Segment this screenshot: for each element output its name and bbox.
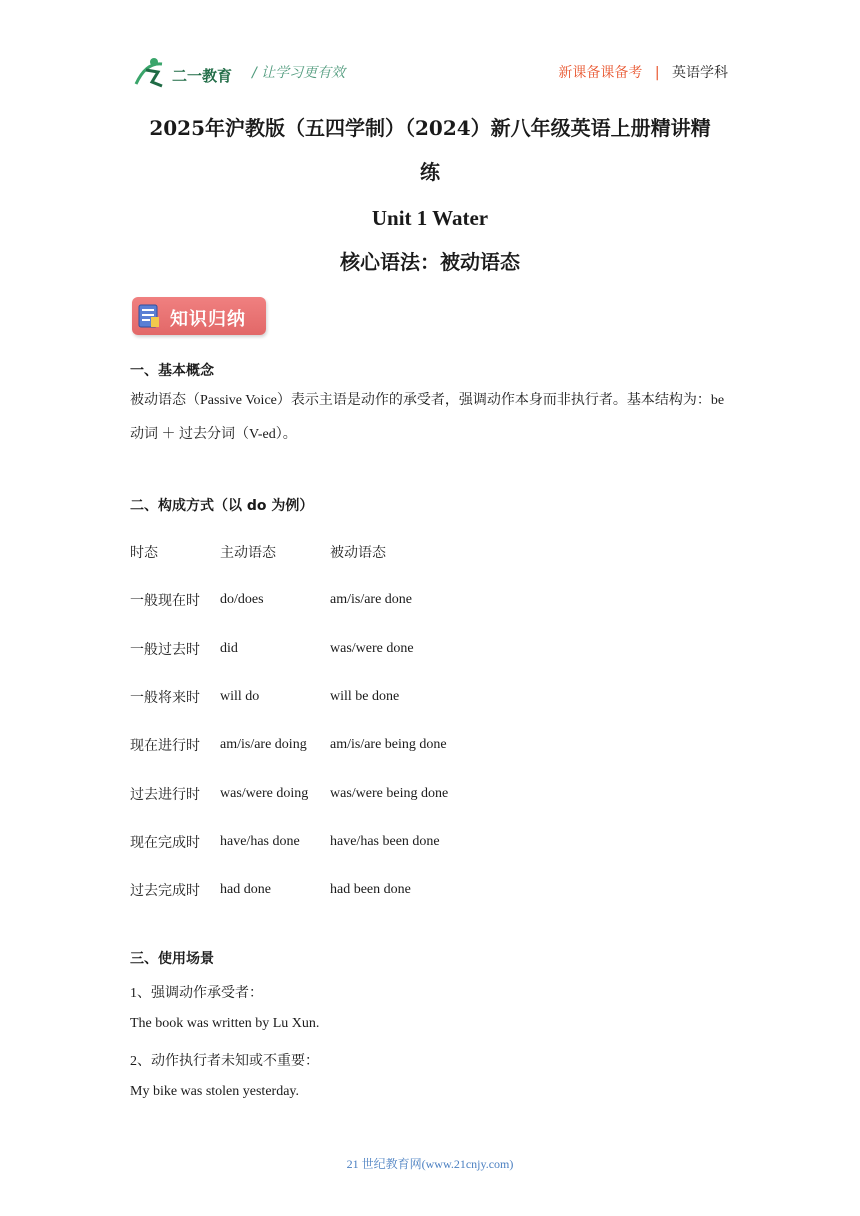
header-subject: 英语学科 [672,65,728,81]
table-cell: do/does [220,592,264,608]
section3-heading: 三、使用场景 [130,951,214,967]
logo-icon [132,56,244,90]
header-separator: | [654,65,660,81]
table-row [130,769,530,817]
usage-item-2: 2、动作执行者未知或不重要： [130,1054,319,1069]
table-cell: have/has done [220,833,300,849]
table-cell: did [220,640,238,656]
section1-heading: 一、基本概念 [130,363,214,379]
column-header: 主动语态 [220,546,276,562]
table-cell: 一般现在时 [130,594,200,610]
notebook-icon [137,303,161,329]
svg-text:二一教育: 二一教育 [172,67,233,85]
tense-table [130,528,530,914]
column-header: 时态 [130,546,158,562]
table-cell: will be done [330,689,400,705]
title-line-1: 2025年沪教版（五四学制）（2024）新八年级英语上册精讲精 [149,116,711,140]
knowledge-badge [132,297,266,335]
usage-item-1: 1、强调动作承受者： [130,986,263,1001]
table-cell: am/is/are being done [330,737,447,753]
header-course: 新课备课备考 [558,65,643,81]
usage-example-1: The book was written by Lu Xun. [130,1016,320,1031]
document-title [130,106,730,194]
table-cell: have/has been done [330,833,440,849]
grammar-title: 核心语法：被动语态 [340,250,520,274]
header-right [558,62,728,82]
table-row [130,866,530,914]
table-row [130,721,530,769]
table-cell: 现在进行时 [130,739,200,755]
badge-label: 知识归纳 [170,309,246,330]
table-cell: am/is/are done [330,592,413,608]
table-cell: 现在完成时 [130,835,200,851]
header-slogan: / 让学习更有效 [252,65,346,81]
table-row [130,576,530,624]
table-row [130,818,530,866]
unit-title: Unit 1 Water [371,206,489,230]
table-cell: 过去进行时 [130,787,200,803]
section1-text: 被动语态（Passive Voice）表示主语是动作的承受者，强调动作本身而非执行者。基本结构为：be 动词 ＋ 过去分词（V-ed）。 [130,393,725,442]
page-header [132,52,728,92]
table-cell: am/is/are doing [220,737,307,753]
table-cell: 一般过去时 [130,642,200,658]
table-cell: had been done [330,882,411,898]
table-row [130,625,530,673]
table-cell: 过去完成时 [130,884,200,900]
title-line-2: 练 [420,160,440,184]
table-cell: was/were doing [220,785,309,801]
column-header: 被动语态 [330,546,386,562]
table-cell: was/were done [330,640,414,656]
table-cell: will do [220,689,260,705]
table-row [130,673,530,721]
usage-example-2: My bike was stolen yesterday. [130,1084,299,1099]
table-header-row [130,528,530,576]
table-cell: 一般将来时 [130,691,200,707]
table-cell: had done [220,882,271,898]
section2-heading: 二、构成方式（以 do 为例） [130,498,314,514]
page-footer: 21 世纪教育网(www.21cnjy.com) [346,1157,514,1171]
table-cell: was/were being done [330,785,449,801]
